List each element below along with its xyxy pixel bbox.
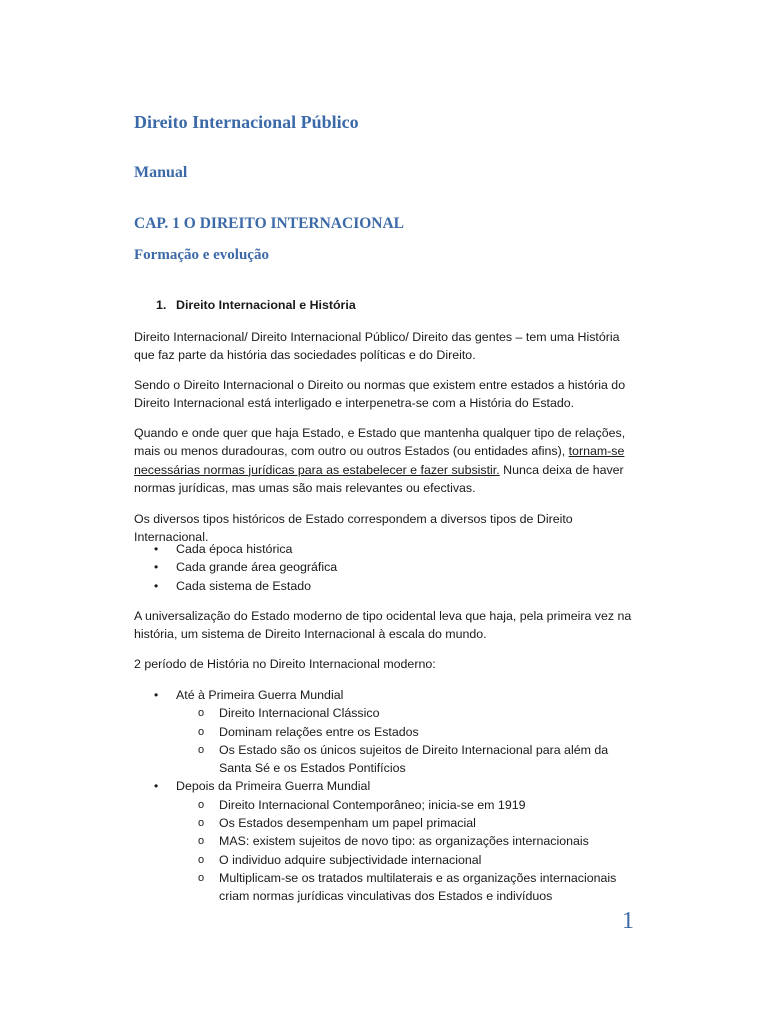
page-number: 1: [622, 908, 634, 934]
sub-list-item: o Multiplicam-se os tratados multilaterais e as organizações internacionais criam normas jurídicas vinculativas dos Estados e indivíduos: [0, 869, 640, 906]
paragraph-6: 2 período de História no Direito Internacional moderno:: [134, 657, 436, 671]
bullet-list-1: [0, 540, 640, 595]
list-item: • Cada época histórica: [0, 540, 640, 558]
paragraph-4: Os diversos tipos históricos de Estado correspondem a diversos tipos de Direito Internacional.: [134, 512, 573, 545]
sub-list-item: o Os Estados desempenham um papel primacial: [0, 814, 640, 832]
bullet-list-2: [0, 686, 640, 906]
sub-list-item: o Direito Internacional Clássico: [0, 704, 640, 722]
paragraph-5: A universalização do Estado moderno de tipo ocidental leva que haja, pela primeira vez na história, um sistema de Direito Internacional à escala do mundo.: [134, 609, 632, 642]
chapter-heading: CAP. 1 O DIREITO INTERNACIONAL: [134, 215, 405, 232]
numbered-heading: [156, 298, 356, 312]
heading-number: 1.: [156, 298, 167, 312]
paragraph-3-end: Nunca deixa de haver normas jurídicas, mas umas são mais relevantes ou efectivas.: [134, 462, 624, 495]
list-item: • Cada sistema de Estado: [0, 577, 640, 595]
sub-list-item: o O individuo adquire subjectividade internacional: [0, 851, 640, 869]
paragraph-3-underlined: tornam-se necessárias normas jurídicas para as estabelecer e fazer subsistir.: [134, 444, 625, 477]
manual-heading: Manual: [134, 164, 188, 181]
sub-list-item: o Os Estado são os únicos sujeitos de Direito Internacional para além da Santa Sé e os Estados Pontifícios: [0, 741, 640, 778]
list-item: • Até à Primeira Guerra Mundial: [0, 686, 640, 704]
paragraph-3: [134, 424, 640, 497]
heading-text: Direito Internacional e História: [176, 298, 356, 312]
document-title: Direito Internacional Público: [134, 112, 359, 132]
list-item: • Cada grande área geográfica: [0, 558, 640, 576]
paragraph-3-start: Quando e onde quer que haja Estado, e Estado que mantenha qualquer tipo de relações, mais ou menos duradouras, com outro ou outros Estados (ou entidades afins),: [134, 426, 626, 459]
paragraph-2: Sendo o Direito Internacional o Direito ou normas que existem entre estados a história do Direito Internacional está interligado e interpenetra-se com a História do Estado.: [134, 378, 626, 411]
list-item: • Depois da Primeira Guerra Mundial: [0, 777, 640, 795]
sub-list-item: o MAS: existem sujeitos de novo tipo: as organizações internacionais: [0, 832, 640, 850]
section-heading: Formação e evolução: [134, 247, 269, 263]
sub-list-item: o Direito Internacional Contemporâneo; inicia-se em 1919: [0, 796, 640, 814]
sub-list-item: o Dominam relações entre os Estados: [0, 723, 640, 741]
paragraph-1: Direito Internacional/ Direito Internacional Público/ Direito das gentes – tem uma História que faz parte da história das sociedades políticas e do Direito.: [134, 330, 620, 363]
